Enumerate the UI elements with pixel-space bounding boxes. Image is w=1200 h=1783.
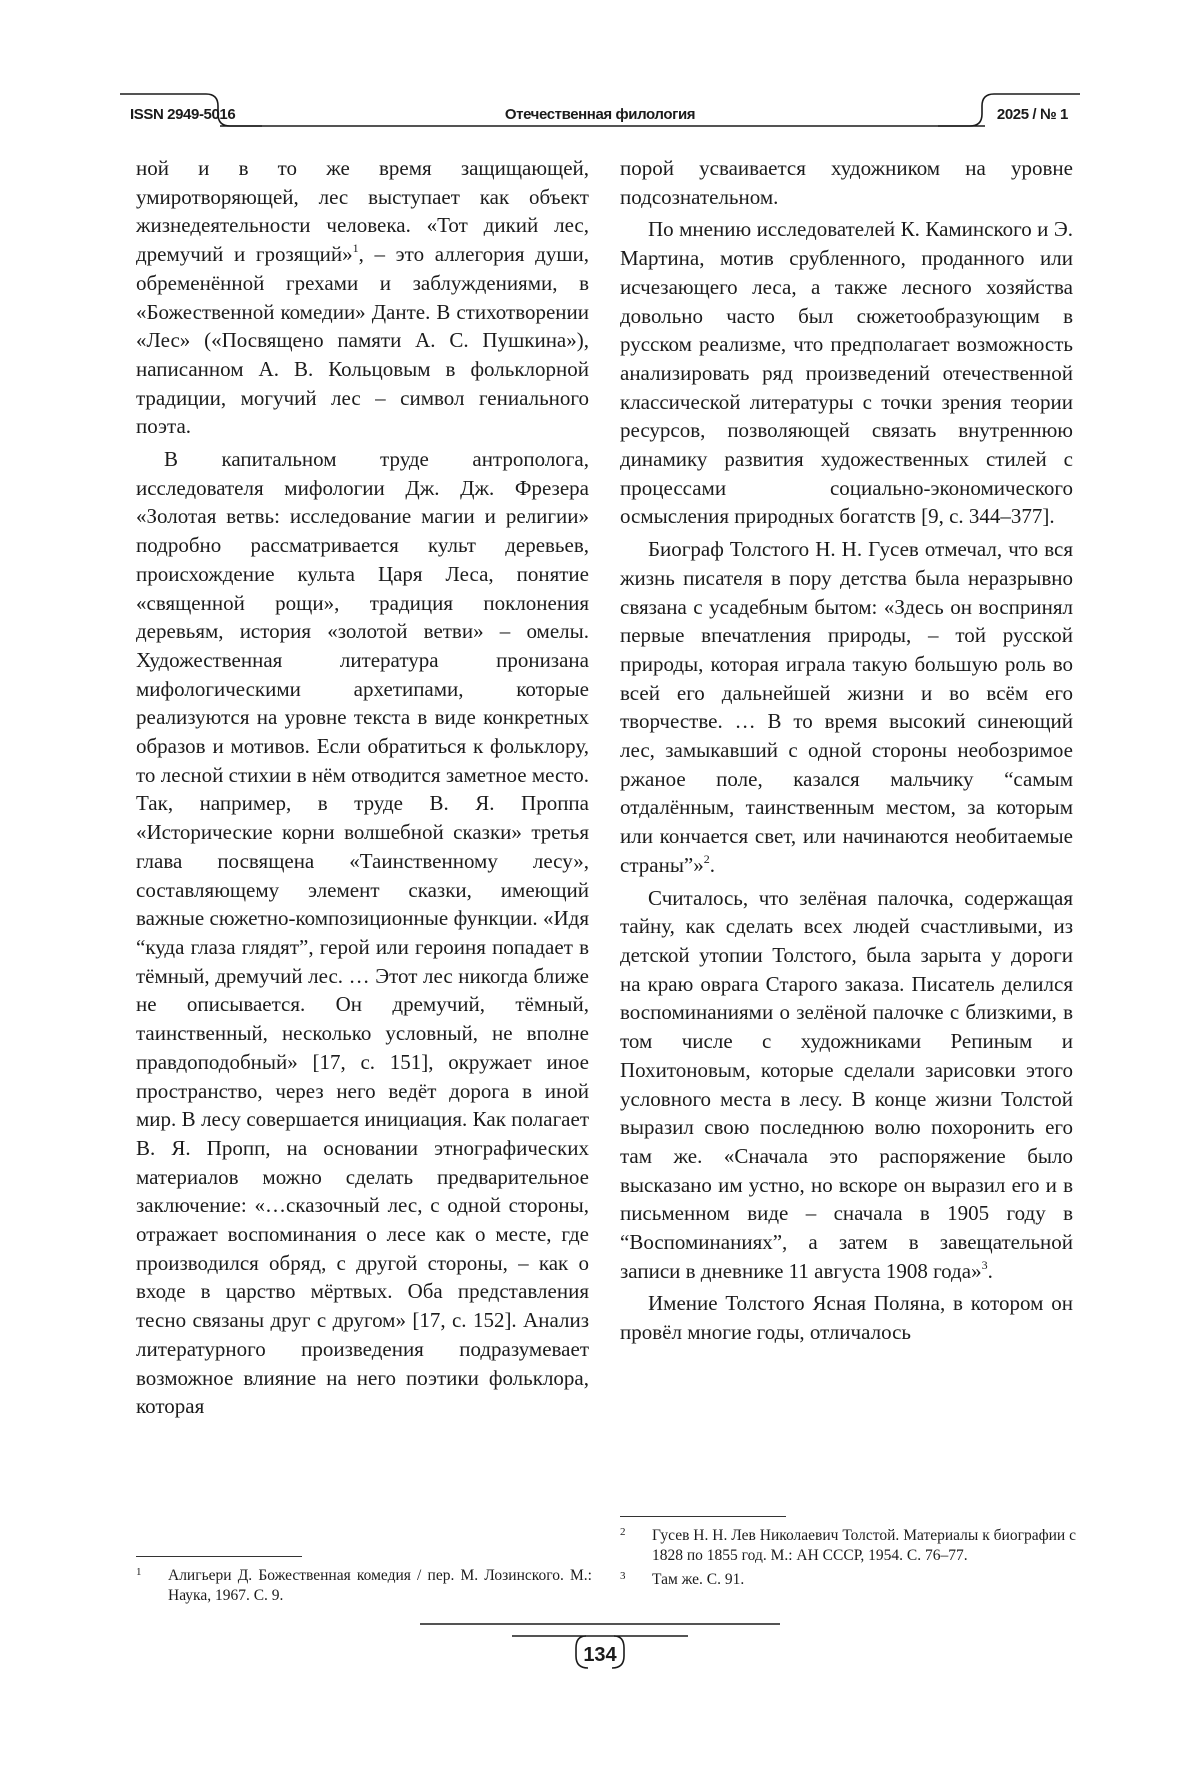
paragraph: ной и в то же время защищающей, умиротворяющей, лес выступает как объект жизнедеятельности человека. «Тот дикий лес, дремучий и грозящий»$^1$, – это аллегория души, обременённой грехами и заблуждениями, в «Божественной комедии» Данте. В стихотворении «Лес» («Посвящено памяти А. С. Пушкина»), написанном А. В. Кольцовым в фольклорной традиции, могучий лес – символ гениального поэта. xyxy=(136,156,589,439)
footnotes-right xyxy=(620,1526,1076,1590)
footnote-2 xyxy=(620,1526,1076,1566)
footnote-text: Там же. С. 91. xyxy=(652,1571,745,1588)
paragraph: В капитальном труде антрополога, исследователя мифологии Дж. Дж. Фрезера «Золотая ветвь: исследование магии и религии» подробно рассматривается культ деревьев, происхождение культа Царя Леса, понятие «священной рощи», традиция поклонения деревьям, история «золотой ветви» – омелы. Художественная литература пронизана мифологическими архетипами, которые реализуются на уровне текста в виде конкретных образов и мотивов. Если обратиться к фольклору, то лесной стихии в нём отводится заметное место. Так, например, в труде В. Я. Проппа «Исторические корни волшебной сказки» третья глава посвящена «Таинственному лесу», составляющему элемент сказки, имеющий важные сюжетно-композиционные функции. «Идя “куда глаза глядят”, герой или героиня попадает в тёмный, дремучий лес. … Этот лес никогда ближе не описывается. Он дремучий, тёмный, таинственный, несколько условный, не вполне правдоподобный» [17, с. 151], окружает иное пространство, через него ведёт дорога в иной мир. В лесу совершается инициация. Как полагает В. Я. Пропп, на основании этнографических материалов можно сделать предварительное заключение: «…сказочный лес, с одной стороны, отражает воспоминания о лесе как о месте, где производился обряд, с другой стороны, – как о входе в царство мёртвых. Оба представления тесно связаны друг с другом» [17, с. 152]. Анализ литературного произведения подразумевает возможное влияние на него поэтики фольклора, которая xyxy=(136,447,589,1419)
issue-label: 2025 / № 1 xyxy=(996,106,1068,123)
paragraph: Биограф Толстого Н. Н. Гусев отмечал, что вся жизнь писателя в пору детства была неразрывно связана с усадебным бытом: «Здесь он воспринял первые впечатления природы, – той русской природы, которая играла такую большую роль во всей его дальнейшей жизни и во всём его творчестве. … В то время высокий синеющий лес, замыкавший с одной стороны необозримое ржаное поле, казался мальчику “самым отдалённым, таинственным местом, за которым или кончается свет, или начинаются необитаемые страны”»$^2$. xyxy=(620,537,1073,877)
left-column xyxy=(136,154,589,1421)
footnote-ref-1[interactable]: 1 xyxy=(352,241,359,256)
page-number: 134 xyxy=(583,1644,617,1666)
footnote-number: 1 xyxy=(136,1566,142,1578)
footnote-rule-right xyxy=(620,1516,786,1517)
paragraph: Считалось, что зелёная палочка, содержащая тайну, как сделать всех людей счастливыми, из детской утопии Толстого, была зарыта у дороги на краю оврага Старого заказа. Писатель делился воспоминаниями о зелёной палочке с близкими, в том числе с художниками Репиным и Похитоновым, которые сделали зарисовки этого условного места в лесу. В конце жизни Толстой выразил свою последнюю волю похоронить его там же. «Сначала это распоряжение было высказано им устно, но вскоре он выразил его и в письменном виде – сначала в 1905 году в “Воспоминаниях”, а затем в завещательной записи в дневнике 11 августа 1908 года»$^3$. xyxy=(620,885,1073,1283)
footnote-ref-3[interactable]: 3 xyxy=(981,1257,988,1272)
page-footer xyxy=(420,1620,780,1680)
right-column xyxy=(620,154,1073,1347)
footnote-ref-2[interactable]: 2 xyxy=(703,851,710,866)
paragraph: По мнению исследователей К. Каминского и Э. Мартина, мотив срубленного, проданного или исчезающего леса, а также лесного хозяйства довольно часто был сюжетообразующим в русском реализме, что предполагает возможность анализировать ряд произведений отечественной классической литературы с точки зрения теории ресурсов, позволяющей связать внутреннюю динамику развития художественных стилей с процессами социально-экономического осмысления природных богатств [9, с. 344–377]. xyxy=(620,217,1073,529)
running-header xyxy=(120,92,1080,136)
paragraph: Имение Толстого Ясная Поляна, в котором он провёл многие годы, отличалось xyxy=(620,1291,1073,1345)
footnote-3 xyxy=(620,1570,1076,1590)
journal-title: Отечественная филология xyxy=(504,106,696,123)
issn-label: ISSN 2949-5016 xyxy=(130,106,236,123)
footnote-text: Гусев Н. Н. Лев Николаевич Толстой. Материалы к биографии с 1828 по 1855 год. М.: АН СССР, 1954. С. 76–77. xyxy=(652,1527,1076,1564)
footnote-number: 2 xyxy=(620,1526,626,1538)
footnote-number: 3 xyxy=(620,1570,626,1582)
footnote-rule-left xyxy=(136,1556,302,1557)
footnote-1 xyxy=(136,1566,592,1606)
footnote-text: Алигьери Д. Божественная комедия / пер. М. Лозинского. М.: Наука, 1967. С. 9. xyxy=(168,1567,592,1604)
paragraph: порой усваивается художником на уровне подсознательном. xyxy=(620,156,1073,209)
